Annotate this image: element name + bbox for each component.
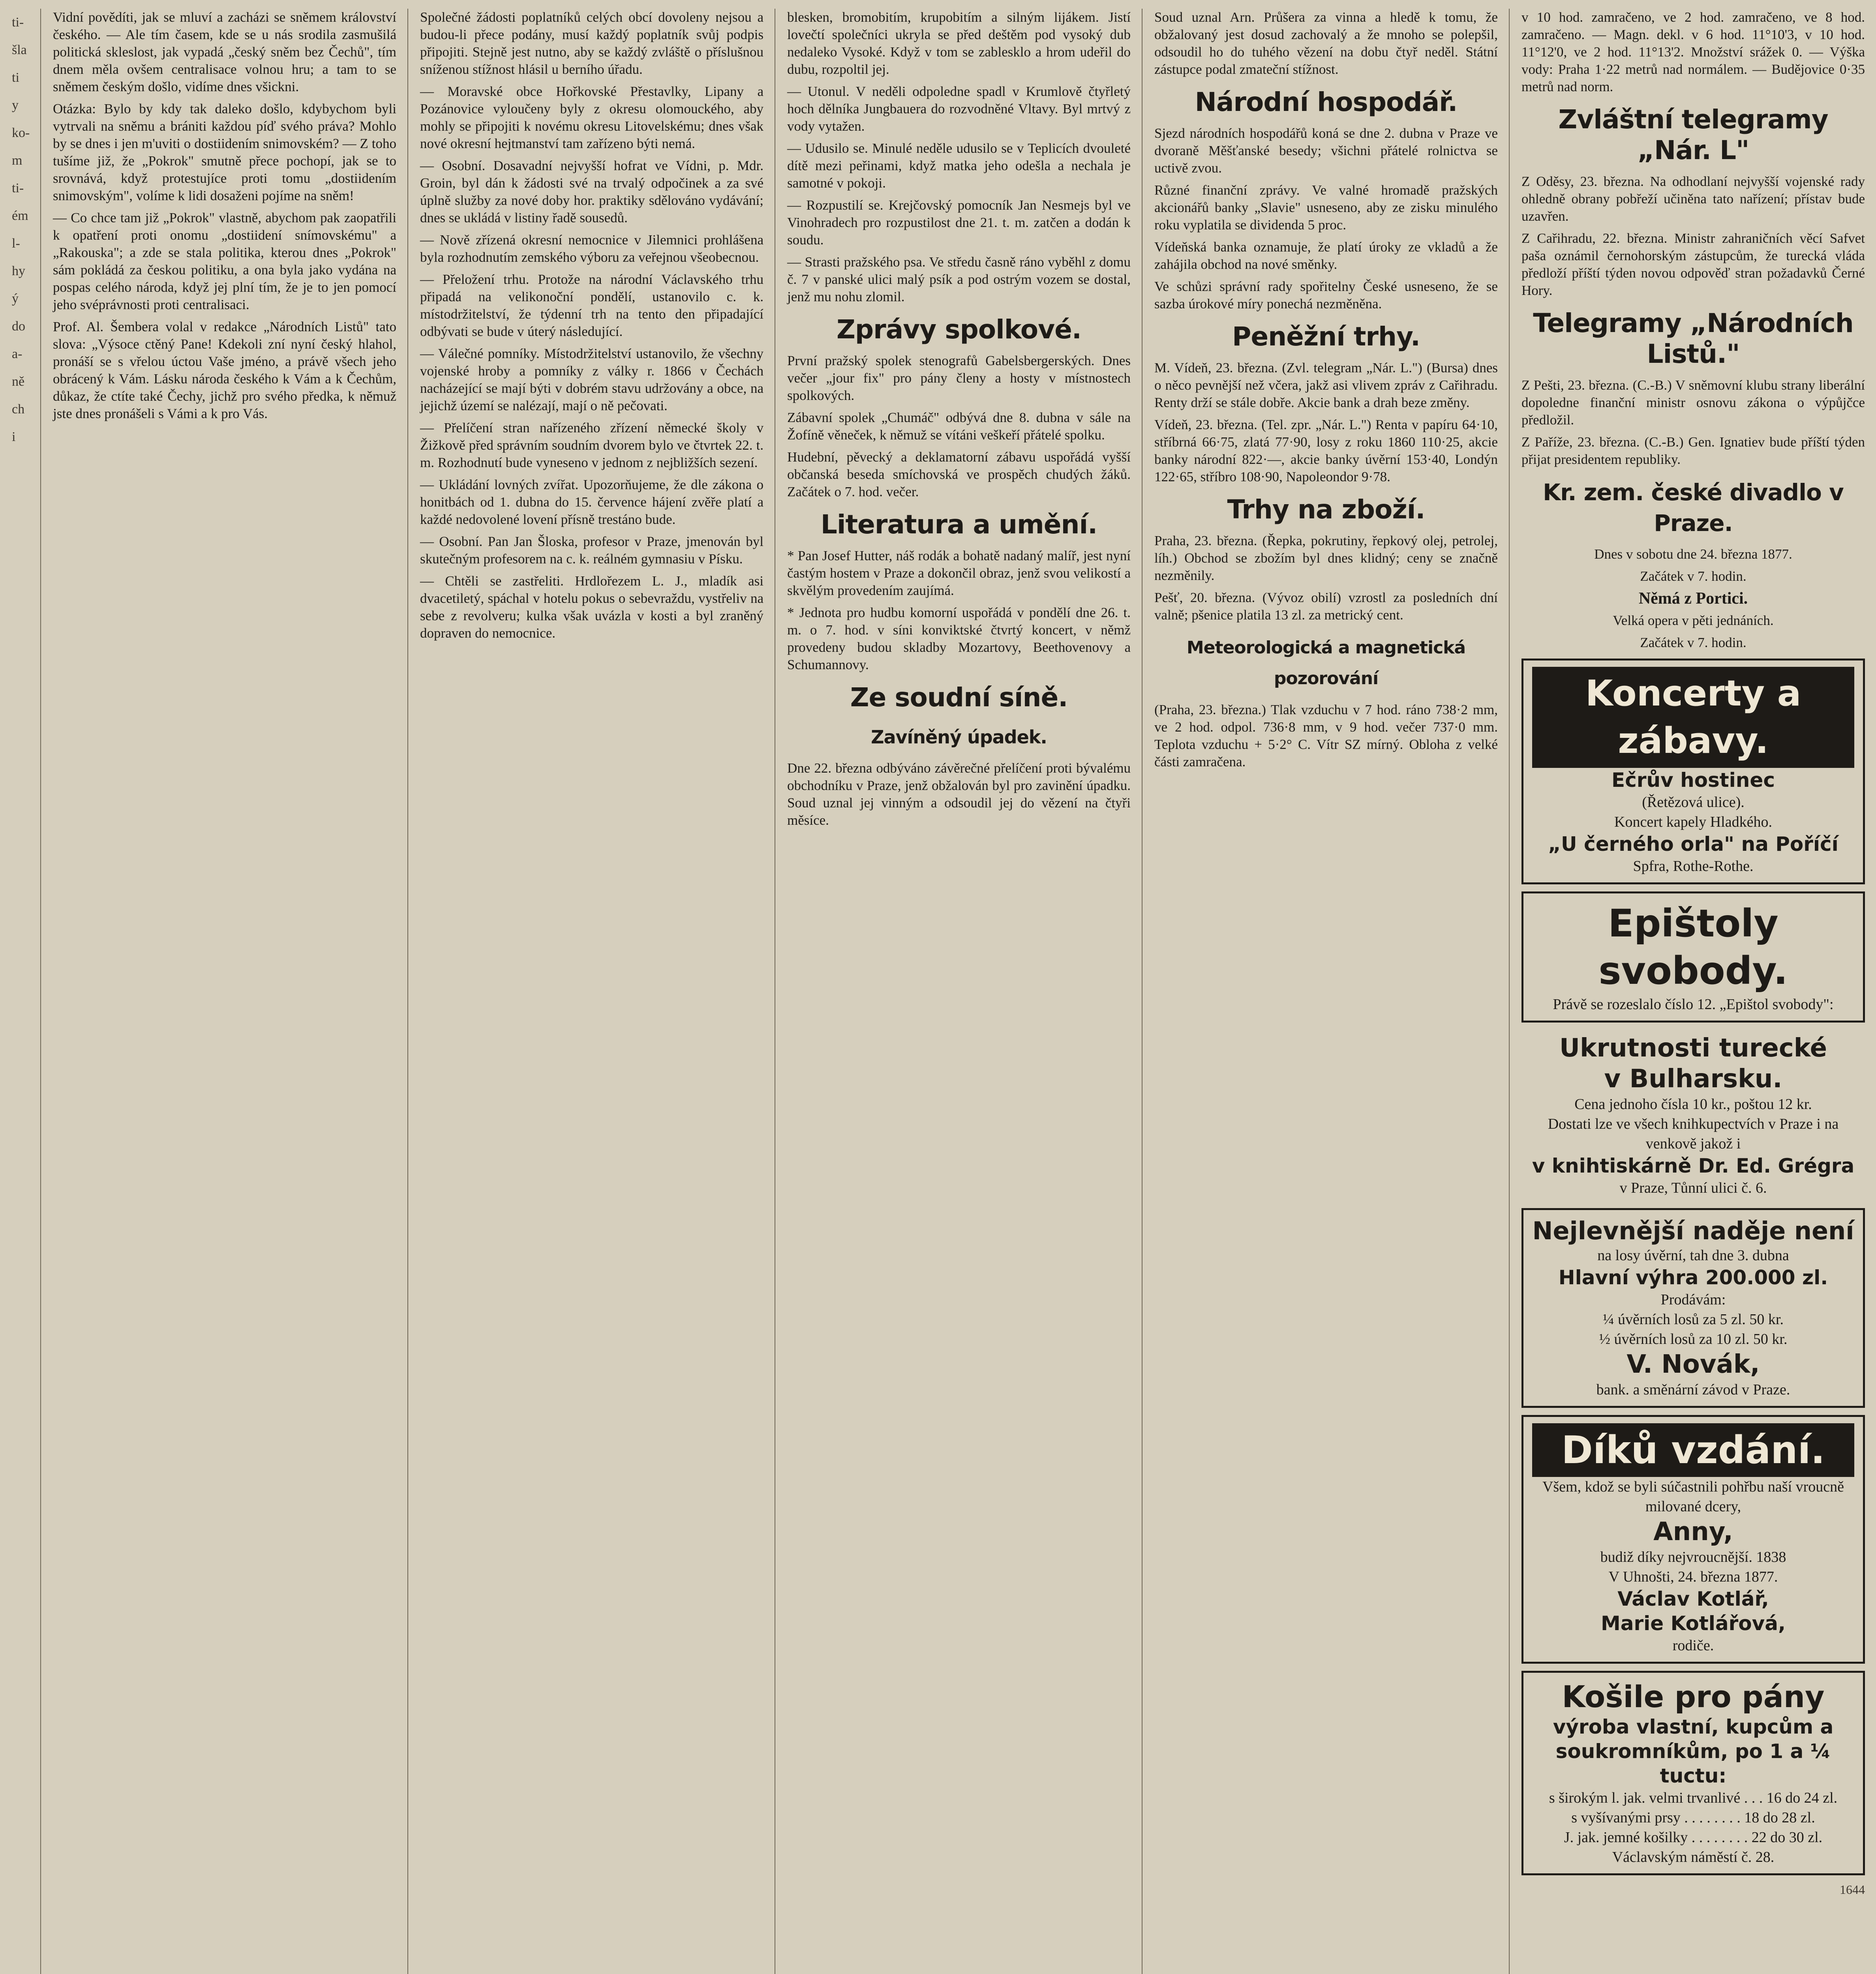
- article-paragraph: Zábavní spolek „Chumáč" odbývá dne 8. dubna v sále na Žofíně věneček, k němuž se vítáni veškeří přátelé spolku.: [787, 410, 1131, 443]
- ad-diku-vzdani-title: Díků vzdání.: [1532, 1423, 1854, 1477]
- margin-fragment: ch: [12, 402, 25, 417]
- article-paragraph: M. Vídeň, 23. března. (Zvl. telegram „Nár. L.") (Bursa) dnes o něco pevnější než včera, jakž asi vlivem zpráv z Cařihradu. Renty drží se stále dobře. Akcie bank a drah beze změny.: [1154, 360, 1498, 410]
- article-paragraph: — Co chce tam již „Pokrok" vlastně, abychom pak zaopatřili k opatření proti onomu „dostiidení snímovskému" a „Rakouska"; a zde se stala politika, kterou dnes „Pokrok" sám pokládá za českou politiku, a ona byla jako vydána na pospas celého národa, když jej plní tím, že je to jen pomocí jeho svéprávnosti proti centralisaci.: [53, 210, 396, 312]
- article-paragraph: Dne 22. března odbýváno závěrečné přelíčení proti bývalému obchodníku v Praze, jenž obžalován byl pro zavinění úpadku. Soud uznal jej vinným a odsoudil jej do vězení na čtyři měsíce.: [787, 760, 1131, 828]
- ad-kosile-lines: [1532, 1715, 1854, 1867]
- section-body-penezni-trhy: [1154, 359, 1498, 486]
- section-body-literatura: [787, 547, 1131, 674]
- article-paragraph: blesken, bromobitím, krupobitím a silným lijákem. Jistí lovečtí společníci ukryla se před deštěm pod vysoký dub nedaleko Vysoké. Když v tom se zablesklo a hrom udeřil do dubu, rozpoltil jej.: [787, 9, 1131, 77]
- ad-koncerty-title: Koncerty a zábavy.: [1532, 667, 1854, 768]
- section-body-soudni: [787, 760, 1131, 829]
- column-4-body: [1154, 9, 1498, 78]
- ad-line: Hlavní výhra 200.000 zl.: [1558, 1266, 1828, 1289]
- article-paragraph: — Nově zřízená okresní nemocnice v Jilemnici prohlášena byla rozhodnutím zemského výboru za veřejnou všeobecnou.: [420, 232, 764, 265]
- section-heading-narodni-hospodar: Národní hospodář.: [1195, 87, 1458, 117]
- ad-line: V. Novák,: [1626, 1350, 1760, 1379]
- ad-epistoly-lines: [1532, 995, 1854, 1014]
- margin-fragment: ně: [12, 374, 25, 389]
- ad-ukrutnosti-lines: [1521, 1033, 1865, 1198]
- column-4: [1154, 9, 1510, 1974]
- column-2-body: [420, 9, 764, 642]
- ad-kosile: [1521, 1671, 1865, 1875]
- section-heading-meteorologicka: Meteorologická a magnetická pozorování: [1186, 638, 1466, 689]
- ad-line: v knihtiskárně Dr. Ed. Grégra: [1532, 1154, 1855, 1177]
- section-heading-telegramy-nl: Telegramy „Národních Listů.": [1533, 308, 1853, 369]
- ad-line: rodiče.: [1672, 1637, 1714, 1654]
- article-paragraph: Z Paříže, 23. března. (C.-B.) Gen. Ignatiev bude příští týden přijat presidentem republiky.: [1521, 434, 1865, 467]
- ad-losy-title: Nejlevnější naděje není: [1532, 1216, 1854, 1245]
- margin-fragment: do: [12, 319, 25, 334]
- ad-line: (Řetězová ulice).: [1642, 794, 1745, 811]
- subheading-zavineny-upadek: Zavíněný úpadek.: [871, 726, 1047, 748]
- ad-line: „U černého orla" na Poříčí: [1548, 833, 1838, 856]
- ad-line: Prodávám:: [1660, 1291, 1726, 1308]
- article-paragraph: — Přeložení trhu. Protože na národní Václavského trhu připadá na velikonoční pondělí, ustanovilo c. k. místodržitelství, že týdenní trh na tento den připadající odbývati se bude v úterý následující.: [420, 272, 764, 339]
- ad-losy-lines: [1532, 1246, 1854, 1400]
- ad-line: Všem, kdož se byli súčastnili pohřbu naší vroucně milované dcery,: [1542, 1479, 1844, 1515]
- margin-fragment: šla: [12, 43, 27, 57]
- section-body-spolkove: [787, 352, 1131, 501]
- article-paragraph: Různé finanční zprávy. Ve valné hromadě pražských akcionářů banky „Slavie" usneseno, aby ze zisku minulého roku vyplatila se dividenda 5 proc.: [1154, 182, 1498, 233]
- article-paragraph: * Pan Josef Hutter, náš rodák a bohatě nadaný malíř, jest nyní častým hostem v Praze a dokončil obraz, jenž svou velikostí a skvělým provedením zaujímá.: [787, 548, 1131, 598]
- ad-line: Václav Kotlář,: [1617, 1587, 1769, 1610]
- ad-diku-vzdani: [1521, 1415, 1865, 1664]
- ad-line: Ečrův hostinec: [1611, 769, 1775, 792]
- article-paragraph: Praha, 23. března. (Řepka, pokrutiny, řepkový olej, petrolej, líh.) Obchod se zbožím byl dnes klidný; ceny se značně nezměnily.: [1154, 533, 1498, 583]
- article-paragraph: — Udusilo se. Minulé neděle udusilo se v Teplicích dvouleté dítě mezi peřinami, když matka jeho odešla a nechala je samotné v pokoji.: [787, 141, 1131, 191]
- column-5: [1521, 9, 1876, 1974]
- section-heading-zvlastni-telegramy: Zvláštní telegramy „Nár. L": [1558, 104, 1828, 165]
- ad-line: Ukrutnosti turecké: [1559, 1034, 1827, 1063]
- ad-epistoly-title: Epištoly svobody.: [1598, 901, 1788, 993]
- section-body-hospodar: [1154, 125, 1498, 313]
- article-paragraph: * Jednota pro hudbu komorní uspořádá v pondělí dne 26. t. m. o 7. hod. v síni konviktské čtvrtý koncert, v němž provedeny budou skladby Mozartovy, Beethovenovy a Schumannovy.: [787, 605, 1131, 672]
- ad-line: Spfra, Rothe-Rothe.: [1633, 858, 1754, 874]
- column-5-body: [1521, 9, 1865, 96]
- column-2: [420, 9, 775, 1974]
- article-paragraph: Soud uznal Arn. Průšera za vinna a hledě k tomu, že obžalovaný jest dosud zachovalý a že mnoho se polepšil, odsoudil ho do tuhého vězení na dobu čtyř neděl. Státní zástupce podal zmateční stížnost.: [1154, 9, 1498, 77]
- ad-line: v Bulharsku.: [1604, 1064, 1782, 1094]
- margin-fragment: l-: [12, 236, 20, 251]
- ad-losy: [1521, 1208, 1865, 1408]
- left-margin-fragments: [12, 9, 41, 1974]
- ad-line: Cena jednoho čísla 10 kr., poštou 12 kr.: [1574, 1096, 1812, 1113]
- column-1: [53, 9, 408, 1974]
- article-paragraph: — Ukládání lovných zvířat. Upozorňujeme, že dle zákona o honitbách od 1. dubna do 15. července hájení zvěře platí a každé nedovolené lovení přísně trestáno bude.: [420, 477, 764, 527]
- article-paragraph: — Osobní. Dosavadní nejvyšší hofrat ve Vídni, p. Mdr. Groin, byl dán k žádosti své na trvalý odpočinek a za své úplně služby za nové doby hor. praktiky sdělováno vydávání; dnes se ukládá v listiny řadě sousedů.: [420, 158, 764, 225]
- article-paragraph: — Rozpustilí se. Krejčovský pomocník Jan Nesmejs byl ve Vinohradech pro rozpustilost dne 21. t. m. zatčen a dodán k soudu.: [787, 197, 1131, 248]
- ad-line: V Uhnošti, 24. března 1877.: [1608, 1569, 1778, 1585]
- column-3-body: [787, 9, 1131, 306]
- article-paragraph: — Utonul. V neděli odpoledne spadl v Krumlově čtyřletý hoch dělníka Jungbauera do rozvodněné Vltavy. Byl mrtvý z vody vytažen.: [787, 84, 1131, 134]
- ad-diku-vzdani-lines: [1532, 1477, 1854, 1655]
- margin-fragment: i: [12, 430, 16, 444]
- ad-ukrutnosti: [1521, 1030, 1865, 1201]
- article-paragraph: — Chtěli se zastřeliti. Hrdlořezem L. J., mladík asi dvacetiletý, spáchal v hotelu pokus o sebevraždu, vystřeliv na sebe z revolveru; kulka však uvázla v kosti a byl zraněný dopraven do nemocnice.: [420, 573, 764, 641]
- section-heading-spolkove: Zprávy spolkové.: [836, 314, 1082, 345]
- ad-line: s širokým l. jak. velmi trvanlivé . . . 16 do 24 zl.: [1549, 1790, 1838, 1806]
- theatre-line: Němá z Portici.: [1638, 589, 1748, 608]
- section-body-telegramy-nl: [1521, 377, 1865, 468]
- section-body-meteorologie: [1154, 701, 1498, 771]
- ad-line: bank. a směnární závod v Praze.: [1596, 1381, 1790, 1398]
- article-paragraph: První pražský spolek stenografů Gabelsbergerských. Dnes večer „jour fix" pro pány členy a hosty v místnostech spolkových.: [787, 353, 1131, 403]
- section-heading-trhy-na-zbozi: Trhy na zboží.: [1227, 494, 1425, 525]
- section-heading-divadlo: Kr. zem. české divadlo v Praze.: [1543, 479, 1844, 537]
- section-heading-soudni-sin: Ze soudní síně.: [850, 682, 1068, 713]
- article-paragraph: Ve schůzi správní rady spořitelny České usneseno, že se sazba úrokové míry ponechá nezměněna.: [1154, 279, 1498, 311]
- article-paragraph: — Válečné pomníky. Místodržitelství ustanovilo, že všechny vojenské hroby a pomníky z války r. 1866 v Čechách nacházející se mají býti v dobrém stavu udržovány a obce, na jejichž území se nalézají, mají o ně pečovati.: [420, 346, 764, 413]
- article-paragraph: Hudební, pěvecký a deklamatorní zábavu uspořádá vyšší občanská beseda smíchovská ve prospěch chudých žáků. Začátek o 7. hod. večer.: [787, 449, 1131, 499]
- margin-fragment: ti-: [12, 181, 24, 195]
- margin-fragment: ko-: [12, 126, 30, 140]
- margin-fragment: a-: [12, 347, 23, 361]
- margin-fragment: ti-: [12, 15, 24, 30]
- margin-fragment: hy: [12, 264, 25, 278]
- article-paragraph: Z Cařihradu, 22. března. Ministr zahraničních věcí Safvet paša oznámil černohorským zástupcům, že turecká vláda předloží příští týden novou odpověď stran požadavků Černé Hory.: [1521, 231, 1865, 298]
- article-paragraph: Vidní povědíti, jak se mluví a zacházi se sněmem království českého. — Ale tím časem, kde se u nás srodila zasmušilá politická skleslost, jak vypadá „český sněm bez Čechů", tím dnem měla ovšem centralisace volnou hru; a tam to se sněmem českým došlo, vidíme dnes všickni.: [53, 9, 396, 94]
- ad-line: Marie Kotlářová,: [1601, 1612, 1786, 1635]
- article-paragraph: Pešť, 20. března. (Vývoz obilí) vzrostl za posledních dní valně; pšenice platila 13 zl. za metrický cent.: [1154, 590, 1498, 623]
- ad-line: na losy úvěrní, tah dne 3. dubna: [1597, 1247, 1789, 1264]
- article-paragraph: Otázka: Bylo by kdy tak daleko došlo, kdybychom byli vytrvali na sněmu a brániti každou píď svého práva? Mohlo by se dnes i jen m'uviti o dostiidením snimovském? — Z toho tušíme již, že „Pokrok" smutně přece pochopí, jak se to srovnává, když protestujíce proti tomu „dostiidením snimovským", volíme k lidi dosaženi pojíme na sněm!: [53, 101, 396, 203]
- ad-kosile-title: Košile pro pány: [1562, 1679, 1825, 1714]
- article-paragraph: — Strasti pražského psa. Ve středu časně ráno vyběhl z domu č. 7 v panské ulici malý psík a pod ostrým vozem se dostal, jenž mu nohu zlomil.: [787, 254, 1131, 304]
- theatre-line: Velká opera v pěti jednáních.: [1613, 613, 1774, 628]
- ad-line: J. jak. jemné košilky . . . . . . . . 22 do 30 zl.: [1564, 1829, 1823, 1846]
- ad-line: budiž díky nejvroucnější. 1838: [1600, 1549, 1786, 1565]
- section-body-zvlastni-telegramy: [1521, 173, 1865, 299]
- ad-line: Anny,: [1653, 1517, 1733, 1546]
- margin-fragment: ý: [12, 291, 19, 306]
- article-paragraph: — Přelíčení stran nařízeného zřízení německé školy v Žižkově před správním soudním dvorem bylo ve čtvrtek 22. t. m. Rozhodnutí bude vyneseno v jednom z nejbližších sezení.: [420, 420, 764, 470]
- ad-koncerty-lines: [1532, 768, 1854, 876]
- theatre-line: Začátek v 7. hodin.: [1640, 635, 1747, 650]
- ad-line: v Praze, Tůnní ulici č. 6.: [1619, 1180, 1767, 1196]
- footer-number: 1644: [1840, 1882, 1865, 1897]
- margin-fragment: ti: [12, 70, 19, 85]
- section-heading-penezni-trhy: Peněžní trhy.: [1232, 321, 1420, 352]
- margin-fragment: m: [12, 153, 23, 168]
- ad-line: výroba vlastní, kupcům a soukromníkům, po 1 a ¼ tuctu:: [1553, 1715, 1834, 1787]
- article-paragraph: Z Oděsy, 23. března. Na odhodlaní nejvyšší vojenské rady ohledně obrany pobřeží učiněna tato nařízení; přístav bude uzavřen.: [1521, 174, 1865, 224]
- article-paragraph: Vídeňská banka oznamuje, že platí úroky ze vkladů a že zahájila obchod na nové směnky.: [1154, 239, 1498, 272]
- ad-line: Koncert kapely Hladkého.: [1614, 814, 1772, 830]
- article-paragraph: Společné žádosti poplatníků celých obcí dovoleny nejsou a budou-li přece podány, musí každý poplatník svůj podpis připojiti. Stejně jest nutno, aby se každý zvláště o příslušnou sníženou stížnost hlásil u berního úřadu.: [420, 9, 764, 77]
- article-paragraph: v 10 hod. zamračeno, ve 2 hod. zamračeno, ve 8 hod. zamračeno. — Magn. dekl. v 6 hod. 11°10'3, v 10 hod. 11°12'0, ve 2 hod. 11°13'2. Množství srážek 0. — Výška vody: Praha 1·22 metrů nad normálem. — Budějovice 0·35 metrů nad norm.: [1521, 9, 1865, 94]
- column-3: [787, 9, 1142, 1974]
- section-heading-literatura: Literatura a umění.: [820, 509, 1097, 540]
- ad-epistoly: [1521, 891, 1865, 1023]
- article-paragraph: Prof. Al. Šembera volal v redakce „Národních Listů" tato slova: „Výsoce ctěný Pane! Kdekoli zní nyní český hlahol, pronáší se s vřelou úctou Vaše jméno, a právě všech jeho obrácený k Vám. Lásku národa českého k Vám a k Čechům, důkaz, že ctíte také Čechy, jichž pro svého předka, k němuž jste dnes pronášeli s Vámi a k pro Vás.: [53, 319, 396, 421]
- article-paragraph: — Osobní. Pan Jan Šloska, profesor v Praze, jmenován byl skutečným profesorem na c. k. reálném gymnasiu v Písku.: [420, 534, 764, 567]
- ad-line: s vyšívanými prsy . . . . . . . . 18 do 28 zl.: [1571, 1809, 1815, 1826]
- column-1-body: [53, 9, 396, 422]
- article-paragraph: Z Pešti, 23. března. (C.-B.) V sněmovní klubu strany liberální dopoledne finanční ministr osnovu zákona o výpůjčce předložil.: [1521, 377, 1865, 428]
- ad-line: Právě se rozeslalo číslo 12. „Epištol svobody":: [1553, 996, 1834, 1013]
- article-paragraph: — Moravské obce Hořkovské Přestavlky, Lipany a Pozánovice vyloučeny byly z okresu olomouckého, aby mohly se připojiti k novému okresu Litovelskému; dnes však nové okresní hejtmanství tam zařízeno býti nemá.: [420, 84, 764, 151]
- ad-line: ¼ úvěrních losů za 5 zl. 50 kr.: [1602, 1311, 1784, 1328]
- margin-fragment: y: [12, 98, 19, 113]
- ad-line: Václavským náměstí č. 28.: [1612, 1849, 1775, 1865]
- theatre-listing: [1521, 546, 1865, 651]
- ad-line: ½ úvěrních losů za 10 zl. 50 kr.: [1599, 1331, 1788, 1347]
- ad-line: Dostati lze ve všech knihkupectvích v Praze i na venkově jakož i: [1548, 1116, 1839, 1152]
- article-paragraph: Sjezd národních hospodářů koná se dne 2. dubna v Praze ve dvoraně Měšťanské besedy; všichni přátelé rolnictva se uctivě zvou.: [1154, 126, 1498, 176]
- margin-fragment: ém: [12, 208, 28, 223]
- theatre-line: Začátek v 7. hodin.: [1640, 569, 1747, 584]
- ad-koncerty: [1521, 659, 1865, 884]
- article-paragraph: (Praha, 23. března.) Tlak vzduchu v 7 hod. ráno 738·2 mm, ve 2 hod. odpol. 736·8 mm, v 9 hod. večer 737·0 mm. Teplota vzduchu + 5·2° C. Vítr SZ mírný. Obloha z velké části zamračena.: [1154, 702, 1498, 769]
- section-body-trhy: [1154, 532, 1498, 624]
- theatre-line: Dnes v sobotu dne 24. března 1877.: [1594, 546, 1792, 562]
- article-paragraph: Vídeň, 23. března. (Tel. zpr. „Nár. L.") Renta v papíru 64·10, stříbrná 66·75, zlatá 77·90, losy z roku 1860 110·25, akcie banky národní 822·—, akcie banky úvěrní 153·40, Londýn 122·65, stříbro 108·90, Napoleondor 9·78.: [1154, 417, 1498, 484]
